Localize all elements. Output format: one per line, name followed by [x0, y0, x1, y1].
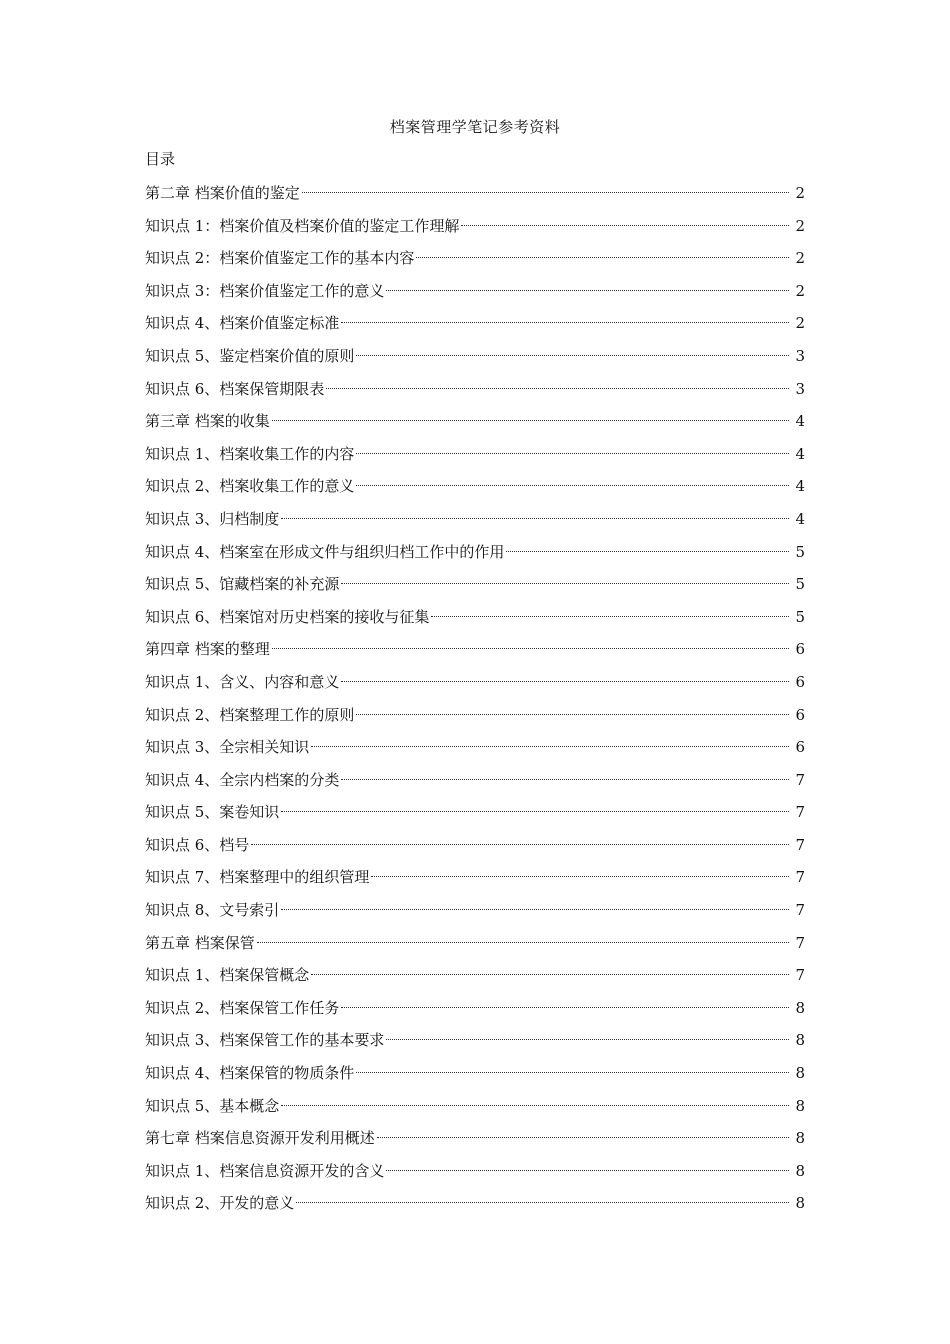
toc-entry[interactable] [145, 438, 805, 471]
document-title: 档案管理学笔记参考资料 [389, 118, 561, 136]
toc-entry-label: 第四章 档案的整理 [145, 640, 270, 659]
toc-dot-leader [356, 485, 789, 486]
toc-entry-label: 知识点 3、全宗相关知识 [145, 738, 310, 757]
toc-entry[interactable] [145, 731, 805, 764]
toc-dot-leader [326, 388, 789, 389]
toc-dot-leader [386, 1170, 789, 1171]
toc-page-number: 6 [795, 640, 805, 659]
toc-entry-label: 知识点 1：档案价值及档案价值的鉴定工作理解 [145, 216, 460, 235]
toc-entry-label: 知识点 1、档案保管概念 [145, 966, 310, 985]
toc-dot-leader [356, 714, 789, 715]
toc-entry[interactable] [145, 1057, 805, 1090]
toc-dot-leader [296, 1202, 789, 1203]
toc-entry[interactable] [145, 959, 805, 992]
toc-page-number: 7 [795, 966, 805, 985]
toc-page-number: 5 [795, 607, 805, 626]
toc-entry-label: 知识点 2、档案保管工作任务 [145, 998, 340, 1017]
toc-entry[interactable] [145, 210, 805, 243]
toc-dot-leader [341, 322, 789, 323]
toc-page-number: 7 [795, 803, 805, 822]
toc-dot-leader [281, 518, 789, 519]
toc-entry[interactable] [145, 601, 805, 634]
toc-entry-label: 知识点 2、档案收集工作的意义 [145, 477, 355, 496]
toc-page-number: 5 [795, 542, 805, 561]
toc-dot-leader [341, 779, 789, 780]
toc-entry-label: 知识点 8、文号索引 [145, 901, 280, 920]
toc-heading: 目录 [145, 150, 176, 168]
toc-entry[interactable] [145, 992, 805, 1025]
toc-page-number: 5 [795, 575, 805, 594]
toc-entry-label: 知识点 5、鉴定档案价值的原则 [145, 346, 355, 365]
toc-page-number: 6 [795, 705, 805, 724]
toc-entry[interactable] [145, 1187, 805, 1220]
toc-entry-label: 知识点 2、开发的意义 [145, 1194, 295, 1213]
toc-page-number: 8 [795, 1064, 805, 1083]
toc-dot-leader [341, 583, 789, 584]
toc-entry[interactable] [145, 796, 805, 829]
toc-page-number: 2 [795, 249, 805, 268]
toc-dot-leader [281, 811, 789, 812]
toc-dot-leader [311, 974, 789, 975]
toc-entry-label: 知识点 3、档案保管工作的基本要求 [145, 1031, 385, 1050]
toc-page-number: 7 [795, 933, 805, 952]
toc-page-number: 2 [795, 281, 805, 300]
toc-page-number: 4 [795, 412, 805, 431]
toc-page-number: 4 [795, 444, 805, 463]
toc-dot-leader [356, 1072, 789, 1073]
toc-entry[interactable] [145, 829, 805, 862]
toc-entry[interactable] [145, 699, 805, 732]
toc-dot-leader [302, 192, 789, 193]
toc-page-number: 8 [795, 1161, 805, 1180]
toc-entry-label: 第五章 档案保管 [145, 933, 255, 952]
toc-entry[interactable] [145, 405, 805, 438]
toc-page-number: 2 [795, 314, 805, 333]
toc-entry[interactable] [145, 536, 805, 569]
toc-entry-label: 知识点 5、馆藏档案的补充源 [145, 575, 340, 594]
toc-page-number: 8 [795, 1129, 805, 1148]
toc-entry[interactable] [145, 894, 805, 927]
toc-entry-label: 知识点 5、基本概念 [145, 1096, 280, 1115]
toc-entry-label: 知识点 2、档案整理工作的原则 [145, 705, 355, 724]
toc-entry-label: 第七章 档案信息资源开发利用概述 [145, 1129, 375, 1148]
toc-page-number: 4 [795, 477, 805, 496]
toc-entry[interactable] [145, 373, 805, 406]
toc-dot-leader [341, 1007, 789, 1008]
toc-entry[interactable] [145, 568, 805, 601]
toc-entry-label: 知识点 6、档案馆对历史档案的接收与征集 [145, 607, 430, 626]
toc-page-number: 6 [795, 738, 805, 757]
toc-dot-leader [386, 290, 789, 291]
toc-entry[interactable] [145, 242, 805, 275]
toc-dot-leader [257, 942, 789, 943]
toc-entry[interactable] [145, 340, 805, 373]
toc-entry[interactable] [145, 177, 805, 210]
toc-entry[interactable] [145, 1090, 805, 1123]
toc-dot-leader [377, 1137, 789, 1138]
toc-entry-label: 知识点 1、档案信息资源开发的含义 [145, 1161, 385, 1180]
toc-entry-label: 知识点 2：档案价值鉴定工作的基本内容 [145, 249, 415, 268]
toc-entry-label: 知识点 5、案卷知识 [145, 803, 280, 822]
toc-entry[interactable] [145, 503, 805, 536]
toc-dot-leader [251, 844, 789, 845]
toc-page-number: 3 [795, 379, 805, 398]
toc-entry[interactable] [145, 861, 805, 894]
toc-dot-leader [356, 453, 789, 454]
toc-page-number: 7 [795, 835, 805, 854]
toc-entry[interactable] [145, 1024, 805, 1057]
toc-dot-leader [272, 420, 789, 421]
toc-dot-leader [341, 681, 789, 682]
toc-entry[interactable] [145, 633, 805, 666]
toc-entry-label: 知识点 4、全宗内档案的分类 [145, 770, 340, 789]
toc-entry-label: 知识点 3：档案价值鉴定工作的意义 [145, 281, 385, 300]
toc-page-number: 6 [795, 672, 805, 691]
toc-entry[interactable] [145, 1155, 805, 1188]
toc-page-number: 2 [795, 216, 805, 235]
toc-dot-leader [386, 1039, 789, 1040]
toc-page-number: 8 [795, 998, 805, 1017]
toc-dot-leader [506, 551, 789, 552]
toc-dot-leader [311, 746, 789, 747]
toc-entry-label: 知识点 1、档案收集工作的内容 [145, 444, 355, 463]
toc-entry[interactable] [145, 927, 805, 960]
toc-dot-leader [371, 876, 789, 877]
toc-entry-label: 知识点 3、归档制度 [145, 509, 280, 528]
toc-page-number: 7 [795, 901, 805, 920]
toc-entry-label: 知识点 4、档案保管的物质条件 [145, 1064, 355, 1083]
toc-entry-label: 知识点 6、档号 [145, 835, 250, 854]
toc-dot-leader [461, 225, 789, 226]
toc-entry-label: 知识点 4、档案室在形成文件与组织归档工作中的作用 [145, 542, 505, 561]
toc-page-number: 8 [795, 1096, 805, 1115]
toc-entry-label: 知识点 4、档案价值鉴定标准 [145, 314, 340, 333]
table-of-contents [145, 177, 805, 1220]
toc-entry-label: 第三章 档案的收集 [145, 412, 270, 431]
toc-page-number: 2 [795, 184, 805, 202]
toc-entry[interactable] [145, 1122, 805, 1155]
toc-entry[interactable] [145, 275, 805, 308]
toc-page-number: 3 [795, 346, 805, 365]
toc-entry[interactable] [145, 470, 805, 503]
toc-entry-label: 知识点 7、档案整理中的组织管理 [145, 868, 370, 887]
toc-page-number: 4 [795, 509, 805, 528]
toc-dot-leader [281, 909, 789, 910]
toc-entry[interactable] [145, 764, 805, 797]
toc-dot-leader [356, 355, 789, 356]
toc-dot-leader [272, 648, 789, 649]
toc-dot-leader [431, 616, 789, 617]
toc-dot-leader [281, 1105, 789, 1106]
toc-entry-label: 知识点 6、档案保管期限表 [145, 379, 325, 398]
toc-page-number: 8 [795, 1031, 805, 1050]
toc-page-number: 7 [795, 770, 805, 789]
toc-entry[interactable] [145, 666, 805, 699]
toc-dot-leader [416, 257, 789, 258]
toc-page-number: 7 [795, 868, 805, 887]
toc-entry[interactable] [145, 307, 805, 340]
toc-entry-label: 知识点 1、含义、内容和意义 [145, 672, 340, 691]
toc-page-number: 8 [795, 1194, 805, 1213]
toc-entry-label: 第二章 档案价值的鉴定 [145, 184, 300, 202]
